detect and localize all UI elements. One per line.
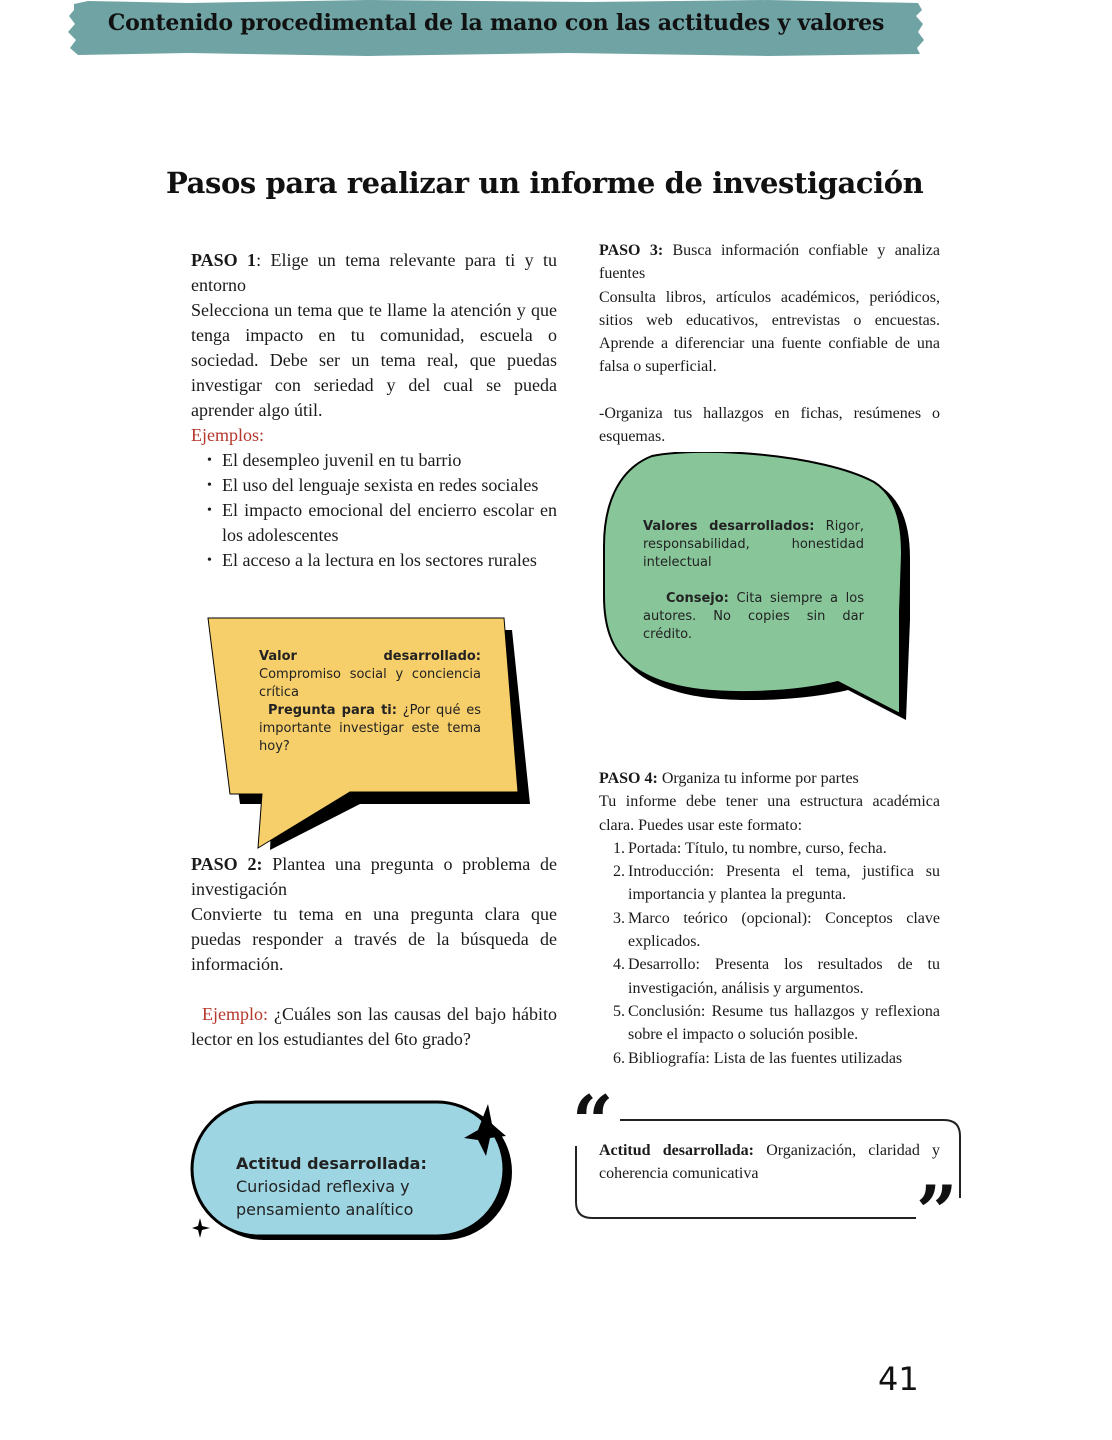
list-item: 4. Desarrollo: Presenta los resultados de tu investigación, análisis y argumentos. [613,956,940,997]
green-bubble-consejo [643,590,864,644]
paso1-examples-list [191,448,557,573]
paso3-label: PASO 3: [599,242,664,259]
paso2-body: Convierte tu tema en una pregunta clara que puedas responder a través de la búsqueda de información. [191,904,557,974]
quote-text: Organización, claridad y coherencia comunicativa [599,1142,941,1183]
paso1-heading: PASO 1: Elige un tema relevante para ti y tu entorno [191,250,558,295]
header-banner [68,0,924,56]
paso2-label: PASO 2: [191,854,263,874]
left-column [191,248,557,573]
list-item: 5. Conclusión: Resume tus hallazgos y reflexiona sobre el impacto o solución posible. [613,1002,940,1044]
paso1-body: Selecciona un tema que te llame la atención y que tenga impacto en tu comunidad, escuela o sociedad. Debe ser un tema real, que puedas investigar con seriedad y del cual se pueda aprender algo útil. [191,300,557,420]
paso3-extra: -Organiza tus hallazgos en fichas, resúmenes o esquemas. [599,404,940,446]
list-item: • El acceso a la lectura en los sectores rurales [222,548,557,573]
pregunta-text: ¿Por qué es importante investigar este tema hoy? [259,703,481,754]
open-quote-icon: “ [572,1079,614,1164]
banner-title: Contenido procedimental de la mano con las actitudes y valores [107,10,885,36]
list-item: 6. Bibliografía: Lista de las fuentes utilizadas [613,1049,903,1067]
valor-text: Compromiso social y conciencia crítica [259,667,481,700]
page-number: 41 [878,1360,919,1398]
paso2-heading: PASO 2: Plantea una pregunta o problema de investigación [191,854,557,899]
right-column-paso4 [599,767,940,1070]
paso1-examples-label: Ejemplos: [191,425,264,445]
left-column-paso2 [191,852,557,1052]
right-column [599,239,940,448]
page-title: Pasos para realizar un informe de investigación [166,166,924,200]
quote-box-text [599,1139,940,1186]
pregunta-label: Pregunta para ti: [268,703,397,718]
consejo-label: Consejo: [666,591,729,606]
list-item: 1. Portada: Título, tu nombre, curso, fecha. [613,839,887,857]
paso3-body: Consulta libros, artículos académicos, periódicos, sitios web educativos, entrevistas o encuestas. Aprende a diferenciar una fuente confiable de una falsa o superficial. [599,288,940,376]
green-bubble-valores [643,518,864,572]
paso2-example [191,1002,557,1052]
sparkle-icon [192,1218,210,1238]
paso2-example-label: Ejemplo: [202,1004,268,1024]
list-item: • El uso del lenguaje sexista en redes sociales [222,473,557,498]
paso1-label: PASO 1 [191,250,257,270]
valores-text: Rigor, responsabilidad, honestidad intelectual [643,519,864,570]
close-quote-icon: ” [916,1169,958,1254]
paso3-heading: PASO 3: Busca información confiable y analiza fuentes [599,242,940,283]
green-speech-bubble [598,452,918,724]
list-item: • El impacto emocional del encierro escolar en los adolescentes [222,498,557,548]
paso2-example-text: ¿Cuáles son las causas del bajo hábito lector en los estudiantes del 6to grado? [191,1004,557,1049]
valor-label: Valor desarrollado: [259,649,481,664]
yellow-bubble-valor [259,648,481,702]
quote-label: Actitud desarrollada: [599,1142,755,1159]
valores-label: Valores desarrollados: [643,519,815,534]
blue-pill-text [236,1152,508,1221]
paso4-parts-list [599,837,940,1070]
list-item: 2. Introducción: Presenta el tema, justifica su importancia y plantea la pregunta. [613,863,940,904]
actitud-label: Actitud desarrollada: [236,1154,427,1173]
paso4-heading: PASO 4: Organiza tu informe por partes [599,770,859,787]
yellow-bubble-pregunta [259,702,481,756]
consejo-text: Cita siempre a los autores. No copies sin dar crédito. [643,591,864,642]
actitud-text: Curiosidad reflexiva y pensamiento analítico [236,1177,414,1219]
paso4-label: PASO 4: [599,770,658,787]
list-item: • El desempleo juvenil en tu barrio [222,448,557,473]
list-item: 3. Marco teórico (opcional): Conceptos clave explicados. [613,909,940,951]
paso4-body: Tu informe debe tener una estructura académica clara. Puedes usar este formato: [599,793,940,834]
